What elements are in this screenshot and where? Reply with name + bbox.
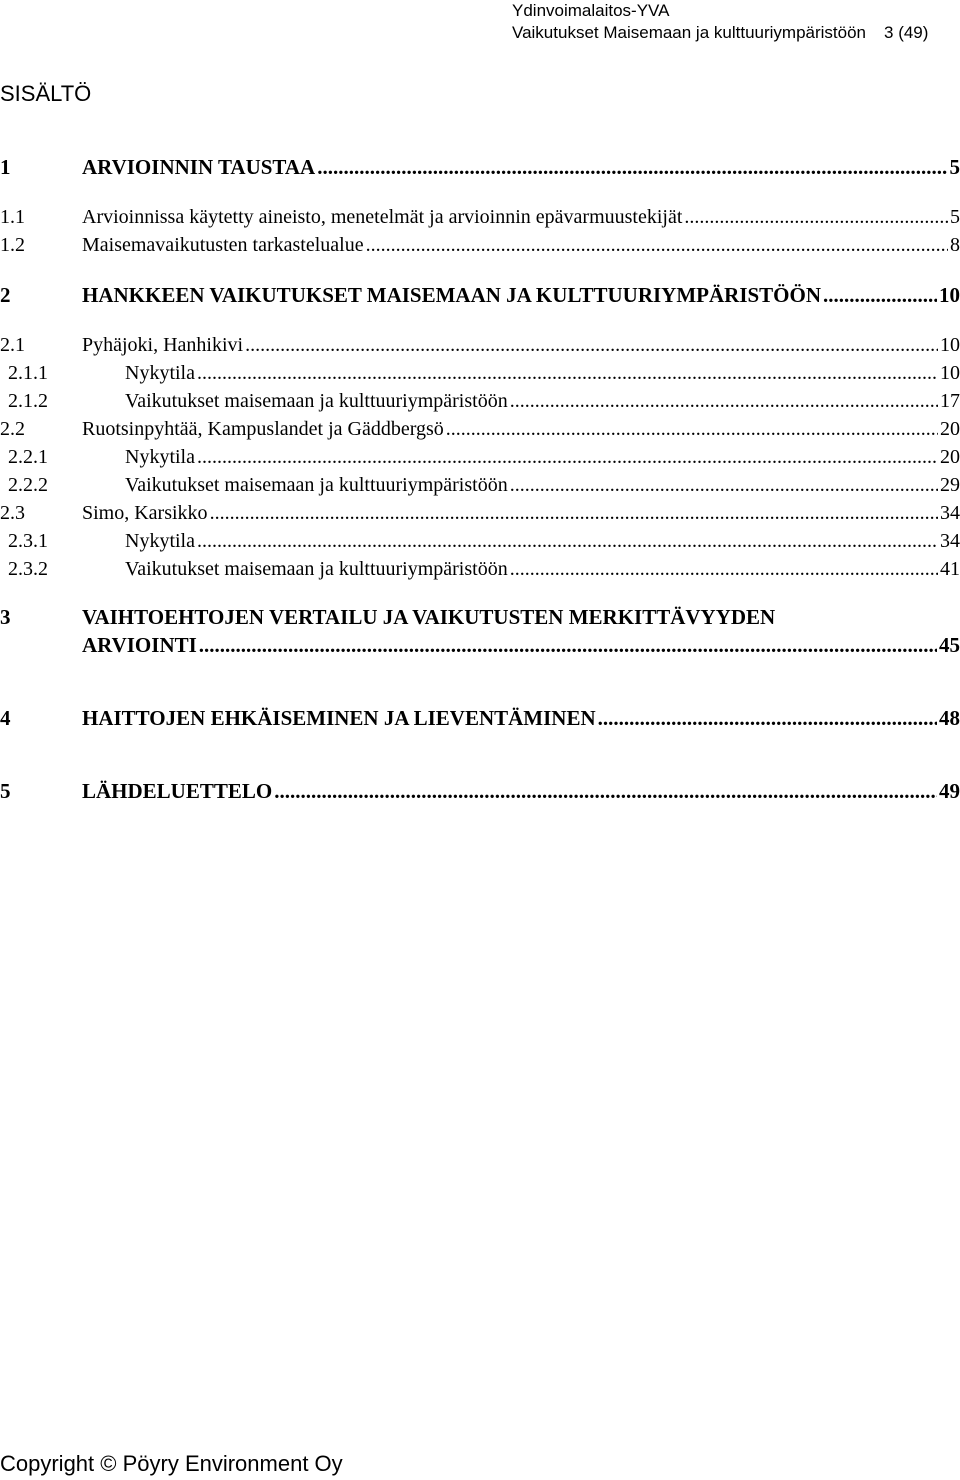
toc-entry[interactable] [0,558,960,588]
toc-leader-dots [446,418,938,441]
toc-entry-page: 20 [940,418,960,440]
toc-entry-page: 45 [939,633,960,657]
toc-entry[interactable] [0,390,960,420]
toc-entry-title: Arvioinnissa käytetty aineisto, menetelmät ja arvioinnin epävarmuustekijät [82,206,683,228]
toc-leader-dots [197,362,938,385]
toc-entry-title: Nykytila [125,446,195,468]
toc-entry[interactable] [0,706,960,736]
toc-entry[interactable] [0,234,960,264]
toc-entry-title: ARVIOINNIN TAUSTAA [82,155,316,179]
toc-entry-number: 2.1.2 [8,390,48,412]
toc-leader-dots [510,390,938,413]
toc-entry-line2[interactable] [0,633,960,663]
toc-entry-number: 4 [0,706,11,730]
toc-entry-page: 29 [940,474,960,496]
header-page-number: 3 (49) [884,23,929,42]
toc-entry-number: 2 [0,283,11,307]
footer-copyright: Copyright © Pöyry Environment Oy [0,1451,343,1476]
toc-entry-number: 2.1.1 [8,362,48,384]
toc-entry-number: 1.1 [0,206,25,228]
toc-entry[interactable] [0,155,960,185]
toc-entry-title: HANKKEEN VAIKUTUKSET MAISEMAAN JA KULTTUURIYMPÄRISTÖÖN [82,283,822,307]
toc-entry-title: Ruotsinpyhtää, Kampuslandet ja Gäddbergsö [82,418,444,440]
toc-leader-dots [199,633,937,658]
toc-leader-dots [510,474,938,497]
toc-leader-dots [274,779,937,804]
toc-entry-title: Nykytila [125,362,195,384]
header-report-title-line [512,22,928,44]
toc-entry-number: 5 [0,779,11,803]
toc-entry-number: 2.1 [0,334,25,356]
toc-entry-number: 2.3.2 [8,558,48,580]
toc-entry-page: 5 [950,206,960,228]
toc-entry-page: 5 [949,155,960,179]
toc-entry[interactable] [0,779,960,809]
toc-entry-title: Simo, Karsikko [82,502,208,524]
toc-entry-title: HAITTOJEN EHKÄISEMINEN JA LIEVENTÄMINEN [82,706,596,730]
toc-leader-dots [823,283,937,308]
toc-entry-number: 1 [0,155,11,179]
toc-entry-page: 10 [939,283,960,307]
toc-entry[interactable] [0,334,960,364]
toc-entry-page: 8 [950,234,960,256]
toc-entry[interactable] [0,362,960,392]
toc-entry-page: 20 [940,446,960,468]
toc-leader-dots [245,334,938,357]
header-project: Ydinvoimalaitos-YVA [512,1,670,20]
toc-leader-dots [197,530,938,553]
toc-entry[interactable] [0,418,960,448]
toc-entry-title: Vaikutukset maisemaan ja kulttuuriympäristöön [125,390,508,412]
toc-entry-number: 2.3 [0,502,25,524]
toc-entry-number: 2.2.1 [8,446,48,468]
toc-entry-number: 2.2 [0,418,25,440]
toc-entry-title: Vaikutukset maisemaan ja kulttuuriympäristöön [125,558,508,580]
toc-entry-title: LÄHDELUETTELO [82,779,273,803]
toc-entry-title: Nykytila [125,530,195,552]
toc-heading: SISÄLTÖ [0,81,92,106]
toc-entry-page: 48 [939,706,960,730]
toc-entry[interactable] [0,446,960,476]
toc-entry-number: 3 [0,605,11,629]
toc-entry-title: Pyhäjoki, Hanhikivi [82,334,244,356]
toc-leader-dots [317,155,947,180]
toc-entry-title: Vaikutukset maisemaan ja kulttuuriympäristöön [125,474,508,496]
toc-entry-number: 2.2.2 [8,474,48,496]
toc-leader-dots [684,206,948,229]
toc-entry[interactable] [0,206,960,236]
toc-entry-page: 41 [940,558,960,580]
toc-entry[interactable] [0,474,960,504]
toc-entry-page: 49 [939,779,960,803]
toc-entry-page: 10 [940,334,960,356]
toc-entry-line1[interactable] [0,605,960,635]
toc-leader-dots [510,558,938,581]
toc-leader-dots [197,446,938,469]
toc-entry-number: 2.3.1 [8,530,48,552]
toc-leader-dots [366,234,948,257]
toc-entry-page: 10 [940,362,960,384]
toc-entry-title-continued: ARVIOINTI [82,633,197,657]
toc-leader-dots [598,706,937,731]
toc-entry[interactable] [0,283,960,313]
toc-entry-title: Maisemavaikutusten tarkastelualue [82,234,364,256]
toc-leader-dots [210,502,938,525]
toc-entry-number: 1.2 [0,234,25,256]
toc-entry-title: VAIHTOEHTOJEN VERTAILU JA VAIKUTUSTEN MERKITTÄVYYDEN [82,605,776,629]
toc-entry[interactable] [0,502,960,532]
toc-entry-page: 34 [940,530,960,552]
running-header [512,0,928,44]
toc-entry-page: 17 [940,390,960,412]
toc-entry-page: 34 [940,502,960,524]
header-report-title: Vaikutukset Maisemaan ja kulttuuriympäristöön [512,23,867,42]
toc-entry[interactable] [0,530,960,560]
